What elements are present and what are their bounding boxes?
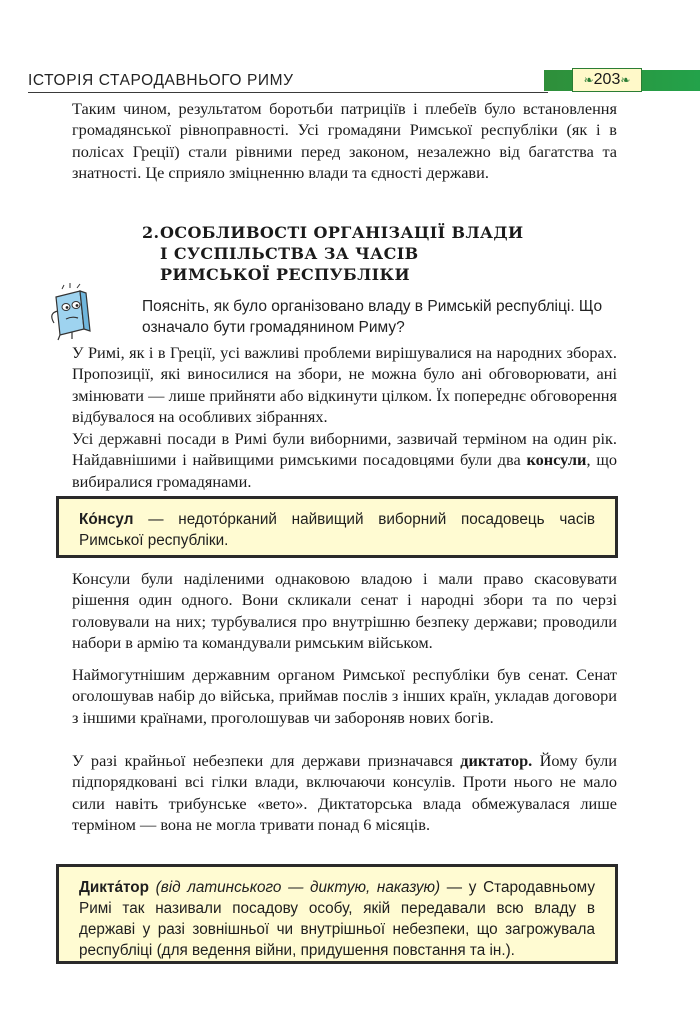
keyword-dictator: диктатор. (460, 751, 533, 770)
paragraph-consuls-powers: Консули були наділеними однаковою владою і мали право скасовувати рішення один одного. Вони скликали сенат і народні збори та по черзі головували на них; турбувалися про внутрішню безпеку держави; проводили набори в армію та командували римським військом. (72, 569, 617, 653)
definition-etymology: (від латинського — диктую, наказую) (155, 879, 441, 896)
header-rule (28, 92, 548, 93)
page-header (28, 68, 700, 94)
keyword-consuls: консули (526, 450, 587, 470)
section-title-line3: РИМСЬКОЇ РЕСПУБЛІКИ (160, 265, 410, 284)
section-number: 2. (142, 223, 160, 242)
intro-paragraph: Таким чином, результатом боротьби патриціїв і плебеїв було встановлення громадянської рівноправності. Усі громадяни Римської республіки (як і в полісах Греції) стали рівними перед законом, незалежно від багатства та знатності. Це сприяло зміцненню влади та єдності держави. (72, 99, 617, 183)
p2-text-after: , що вибиралися громадянами. (72, 450, 617, 491)
definition-dictator (56, 864, 618, 964)
definition-consul (56, 496, 618, 558)
section-title-line1: ОСОБЛИВОСТІ ОРГАНІЗАЦІЇ ВЛАДИ (160, 223, 524, 242)
page-number-box (572, 68, 642, 92)
ornament-right-icon: ❧ (620, 73, 631, 87)
p5-text-after: Йому були підпорядковані всі гілки влади, включаючи консулів. Проти нього не мало сили навіть трибунське «вето». Диктаторська влада обмежувалася лише терміном — вона не могла тривати понад 6 місяців. (72, 751, 617, 835)
definition-term: Дикта́тор (79, 879, 149, 896)
paragraph-elected-posts (72, 428, 617, 492)
thinking-book-icon (50, 283, 100, 341)
section-title-line2: І СУСПІЛЬСТВА ЗА ЧАСІВ (160, 244, 419, 263)
running-title: ІСТОРІЯ СТАРОДАВНЬОГО РИМУ (28, 72, 294, 89)
p5-text-before: У разі крайньої небезпеки для держави призначався (72, 751, 461, 770)
paragraph-people-assembly: У Римі, як і в Греції, усі важливі проблеми вирішувалися на народних зборах. Пропозиції, які виносилися на збори, не можна було ані обговорювати, ані змінювати — лише прийняти або відкинути цілком. Їх попереднє обговорення відбувалося на особливих зібраннях. (72, 343, 617, 427)
question-prompt: Поясніть, як було організовано владу в Римській республіці. Що означало бути громадянином Риму? (142, 298, 603, 336)
paragraph-dictator (72, 750, 617, 836)
definition-text: — недото́рканий найвищий виборний посадовець часів Римської республіки. (79, 511, 595, 549)
p2-text-before: Усі державні посади в Римі були виборними, зазвичай терміном на один рік. Найдавнішими і найвищими римськими посадовцями були два (72, 429, 617, 470)
definition-text: — у Стародавньому Римі так називали посадову особу, якій передавали всю владу в державі у разі зовнішньої чи внутрішньої небезпеки, що загрожувала республіці (для ведення війни, придушення повстання та ін.). (79, 879, 595, 959)
definition-term: Ко́нсул (79, 511, 134, 528)
section-heading (142, 222, 562, 285)
paragraph-senate: Наймогутнішим державним органом Римської республіки був сенат. Сенат оголошував набір до війська, приймав послів з інших країн, укладав договори з іншими країнами, проголошував чи забороняв нових богів. (72, 665, 617, 727)
ornament-left-icon: ❧ (583, 73, 594, 87)
page-number: 203 (593, 71, 621, 88)
